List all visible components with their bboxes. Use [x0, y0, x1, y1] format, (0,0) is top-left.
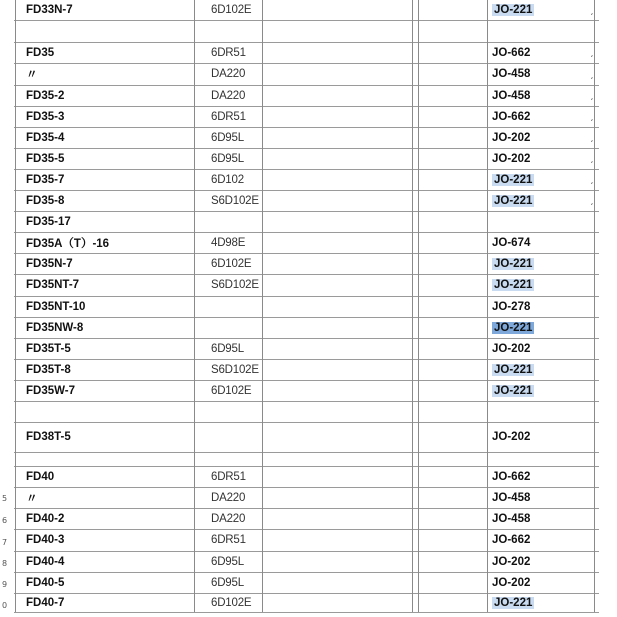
part-code-text: JO-458 — [492, 89, 531, 102]
empty-cell[interactable] — [262, 529, 412, 551]
part-code-text: JO-221 — [494, 4, 533, 16]
part-code-cell[interactable] — [488, 296, 588, 317]
empty-cell[interactable] — [262, 63, 412, 85]
part-code-text: JO-458 — [492, 491, 531, 504]
table-row — [14, 572, 599, 593]
engine-cell[interactable] — [194, 401, 262, 422]
tick-mark: ˏ — [590, 132, 594, 143]
engine-cell[interactable]: 6DR51 — [211, 534, 246, 546]
empty-cell[interactable] — [412, 190, 481, 211]
tick-mark — [590, 296, 602, 317]
empty-cell[interactable] — [412, 508, 481, 529]
model-cell[interactable]: FD40-5 — [26, 576, 65, 589]
empty-cell[interactable] — [412, 232, 481, 253]
side-row-number: 6 — [2, 516, 8, 525]
model-cell[interactable]: FD35-4 — [26, 131, 65, 144]
table-row — [14, 487, 599, 508]
engine-cell[interactable]: 6D95L — [211, 131, 244, 144]
empty-cell[interactable] — [412, 317, 481, 338]
part-code-cell[interactable] — [488, 63, 588, 85]
engine-cell[interactable]: DA220 — [211, 512, 246, 525]
table-row — [14, 508, 599, 529]
table-row — [14, 296, 599, 317]
empty-cell[interactable] — [262, 422, 412, 452]
empty-cell[interactable] — [412, 487, 481, 508]
empty-cell[interactable] — [412, 452, 481, 466]
part-code-cell[interactable] — [488, 338, 588, 359]
table-row — [14, 452, 599, 466]
part-code-text: JO-202 — [492, 576, 531, 589]
engine-cell[interactable] — [194, 317, 262, 338]
table-row — [14, 380, 599, 401]
side-row-number: 5 — [2, 494, 8, 503]
tick-mark — [590, 593, 602, 613]
table-row — [14, 317, 599, 338]
engine-cell[interactable] — [194, 211, 262, 232]
table-row — [14, 106, 599, 127]
part-code-text: JO-202 — [492, 152, 531, 165]
column-divider — [594, 0, 595, 612]
empty-cell[interactable] — [262, 274, 412, 296]
part-code-cell[interactable] — [488, 127, 588, 148]
table-row — [14, 190, 599, 211]
empty-cell[interactable] — [262, 359, 412, 380]
tick-mark — [590, 211, 602, 232]
row-divider — [14, 529, 599, 530]
column-divider — [487, 0, 488, 612]
row-divider — [14, 85, 599, 86]
table-row — [14, 42, 599, 63]
tick-mark — [590, 572, 602, 593]
tick-mark — [590, 452, 602, 466]
row-divider — [14, 211, 599, 212]
empty-cell[interactable] — [412, 85, 481, 106]
part-code-cell[interactable] — [488, 148, 588, 169]
part-code-text: JO-458 — [492, 68, 531, 80]
part-code-cell[interactable] — [488, 401, 588, 422]
row-divider — [14, 551, 599, 552]
engine-cell[interactable]: 6D95L — [211, 152, 244, 165]
row-divider — [14, 452, 599, 453]
table-row — [14, 127, 599, 148]
empty-cell[interactable] — [262, 593, 412, 613]
empty-cell[interactable] — [412, 127, 481, 148]
part-code-cell[interactable] — [488, 422, 588, 452]
table-row — [14, 422, 599, 452]
empty-cell[interactable] — [262, 20, 412, 42]
engine-cell[interactable]: 6D102E — [211, 257, 252, 270]
part-code-cell[interactable] — [488, 452, 588, 466]
engine-cell[interactable]: S6D102E — [211, 363, 259, 376]
engine-cell[interactable]: 4D98E — [211, 236, 246, 249]
tick-mark — [590, 401, 602, 422]
part-code-cell[interactable] — [488, 106, 588, 127]
table-row — [14, 0, 599, 20]
column-divider — [15, 0, 16, 612]
empty-cell[interactable] — [262, 551, 412, 572]
tick-mark: ˏ — [590, 90, 594, 101]
tick-mark — [590, 338, 602, 359]
engine-cell[interactable] — [194, 296, 262, 317]
row-divider — [14, 42, 599, 43]
part-code-cell[interactable] — [488, 0, 588, 20]
part-code-text: JO-662 — [492, 46, 531, 59]
engine-cell[interactable]: 6D95L — [211, 576, 244, 589]
empty-cell[interactable] — [262, 466, 412, 487]
side-row-number: 8 — [2, 559, 8, 568]
model-cell[interactable]: FD35 — [26, 46, 55, 59]
row-divider — [14, 296, 599, 297]
model-cell[interactable]: FD33N-7 — [26, 4, 73, 16]
row-divider — [14, 106, 599, 107]
empty-cell[interactable] — [412, 253, 481, 274]
part-code-cell[interactable] — [488, 487, 588, 508]
table-row — [14, 20, 599, 42]
model-cell[interactable]: FD35W-7 — [26, 384, 75, 397]
engine-cell[interactable]: DA220 — [211, 89, 246, 102]
part-code-text: JO-221 — [494, 384, 533, 397]
model-cell[interactable] — [16, 452, 194, 466]
part-code-cell[interactable] — [488, 169, 588, 190]
empty-cell[interactable] — [262, 317, 412, 338]
engine-cell[interactable]: 6D102E — [211, 384, 252, 397]
part-code-text: JO-458 — [492, 512, 531, 525]
part-code-text: JO-221 — [494, 173, 533, 186]
engine-cell[interactable]: 6D102 — [211, 173, 244, 186]
row-divider — [14, 593, 599, 594]
tick-mark — [590, 359, 602, 380]
part-code-cell[interactable] — [488, 253, 588, 274]
empty-cell[interactable] — [262, 169, 412, 190]
empty-cell[interactable] — [412, 529, 481, 551]
engine-cell[interactable]: 6D95L — [211, 555, 244, 568]
empty-cell[interactable] — [262, 508, 412, 529]
row-divider — [14, 338, 599, 339]
model-cell[interactable]: FD35-7 — [26, 173, 65, 186]
part-code-text: JO-662 — [492, 110, 531, 123]
part-code-text: JO-221 — [494, 321, 533, 334]
tick-mark — [590, 466, 602, 487]
table-row — [14, 253, 599, 274]
empty-cell[interactable] — [412, 338, 481, 359]
model-cell[interactable]: FD35NT-7 — [26, 279, 80, 291]
table-row — [14, 529, 599, 551]
tick-mark: ˏ — [590, 111, 594, 122]
empty-cell[interactable] — [412, 401, 481, 422]
row-divider — [14, 612, 599, 613]
model-cell[interactable]: FD35-5 — [26, 152, 65, 165]
part-code-cell[interactable] — [488, 359, 588, 380]
tick-mark — [590, 551, 602, 572]
table-row — [14, 211, 599, 232]
engine-cell[interactable]: 6D95L — [211, 342, 244, 355]
empty-cell[interactable] — [262, 452, 412, 466]
table-row — [14, 551, 599, 572]
engine-cell[interactable]: DA220 — [211, 68, 246, 80]
row-divider — [14, 169, 599, 170]
row-divider — [14, 487, 599, 488]
engine-cell[interactable] — [194, 452, 262, 466]
empty-cell[interactable] — [412, 593, 481, 613]
part-code-text: JO-202 — [492, 342, 531, 355]
engine-cell[interactable] — [194, 422, 262, 452]
part-code-cell[interactable] — [488, 551, 588, 572]
table-row — [14, 169, 599, 190]
empty-cell[interactable] — [262, 380, 412, 401]
row-divider — [14, 317, 599, 318]
tick-mark: ˏ — [590, 195, 594, 206]
empty-cell[interactable] — [412, 296, 481, 317]
model-cell[interactable]: FD35-3 — [26, 110, 65, 123]
table-row — [14, 338, 599, 359]
model-cell[interactable]: FD40-7 — [26, 597, 65, 609]
row-divider — [14, 190, 599, 191]
engine-cell[interactable]: 6DR51 — [211, 110, 246, 123]
table-row — [14, 466, 599, 487]
tick-mark — [590, 317, 602, 338]
empty-cell[interactable] — [412, 0, 481, 20]
tick-mark — [590, 422, 602, 452]
empty-cell[interactable] — [262, 42, 412, 63]
model-cell[interactable]: FD40-3 — [26, 534, 65, 546]
empty-cell[interactable] — [262, 232, 412, 253]
model-cell[interactable]: FD40-4 — [26, 555, 65, 568]
empty-cell[interactable] — [412, 63, 481, 85]
tick-mark: ˏ — [590, 174, 594, 185]
part-code-cell[interactable] — [488, 211, 588, 232]
empty-cell[interactable] — [262, 190, 412, 211]
table-row — [14, 401, 599, 422]
model-cell[interactable]: FD35NT-10 — [26, 300, 86, 313]
part-code-text: JO-674 — [492, 236, 531, 249]
engine-cell[interactable] — [194, 20, 262, 42]
row-divider — [14, 127, 599, 128]
empty-cell[interactable] — [262, 127, 412, 148]
empty-cell[interactable] — [412, 20, 481, 42]
model-cell[interactable]: FD35-2 — [26, 89, 65, 102]
tick-mark: ˏ — [590, 4, 594, 16]
empty-cell[interactable] — [262, 487, 412, 508]
empty-cell[interactable] — [412, 106, 481, 127]
empty-cell[interactable] — [262, 253, 412, 274]
side-row-number: 0 — [2, 601, 8, 610]
engine-cell[interactable]: 6DR51 — [211, 46, 246, 59]
tick-mark — [590, 380, 602, 401]
part-code-cell[interactable] — [488, 232, 588, 253]
engine-cell[interactable]: S6D102E — [211, 279, 259, 291]
table-row — [14, 85, 599, 106]
side-row-number: 7 — [2, 538, 8, 547]
row-divider — [14, 232, 599, 233]
table-row — [14, 593, 599, 613]
model-cell[interactable]: FD35N-7 — [26, 257, 73, 270]
part-code-text: JO-202 — [492, 555, 531, 568]
part-code-text: JO-221 — [494, 279, 533, 291]
tick-mark: ˏ — [590, 47, 594, 58]
tick-mark — [590, 20, 602, 42]
empty-cell[interactable] — [262, 106, 412, 127]
empty-cell[interactable] — [412, 359, 481, 380]
part-code-cell[interactable] — [488, 529, 588, 551]
part-code-cell[interactable] — [488, 85, 588, 106]
row-divider — [14, 401, 599, 402]
table-row — [14, 359, 599, 380]
table-row — [14, 274, 599, 296]
empty-cell[interactable] — [412, 572, 481, 593]
engine-cell[interactable]: DA220 — [211, 491, 246, 504]
row-divider — [14, 572, 599, 573]
part-code-cell[interactable] — [488, 380, 588, 401]
table-row — [14, 63, 599, 85]
side-row-number: 9 — [2, 580, 8, 589]
part-code-cell[interactable] — [488, 508, 588, 529]
row-divider — [14, 63, 599, 64]
row-divider — [14, 508, 599, 509]
column-divider — [418, 0, 419, 612]
part-code-cell[interactable] — [488, 466, 588, 487]
empty-cell[interactable] — [262, 211, 412, 232]
model-cell[interactable]: FD38T-5 — [26, 431, 71, 443]
tick-mark — [590, 529, 602, 551]
model-cell[interactable]: FD35T-8 — [26, 363, 71, 376]
empty-cell[interactable] — [412, 422, 481, 452]
row-divider — [14, 274, 599, 275]
part-code-text: JO-221 — [494, 194, 533, 207]
empty-cell[interactable] — [262, 85, 412, 106]
model-cell[interactable]: FD35NW-8 — [26, 321, 84, 334]
part-code-cell[interactable] — [488, 42, 588, 63]
part-code-text: JO-221 — [494, 257, 533, 270]
empty-cell[interactable] — [262, 401, 412, 422]
tick-mark — [590, 232, 602, 253]
tick-mark: ˏ — [590, 68, 594, 80]
row-divider — [14, 148, 599, 149]
empty-cell[interactable] — [262, 0, 412, 20]
empty-cell[interactable] — [412, 380, 481, 401]
engine-cell[interactable]: 6DR51 — [211, 470, 246, 483]
model-cell[interactable] — [16, 20, 194, 42]
column-divider — [262, 0, 263, 612]
model-cell[interactable]: FD35A（T）-16 — [26, 237, 110, 250]
empty-cell[interactable] — [262, 338, 412, 359]
tick-mark: ˏ — [590, 153, 594, 164]
part-code-text: JO-221 — [494, 597, 533, 609]
empty-cell[interactable] — [412, 551, 481, 572]
tick-mark — [590, 274, 602, 296]
model-cell[interactable]: FD35T-5 — [26, 342, 71, 355]
engine-cell[interactable]: 6D102E — [211, 4, 252, 16]
empty-cell[interactable] — [412, 148, 481, 169]
tick-mark — [590, 253, 602, 274]
part-code-text: JO-278 — [492, 300, 531, 313]
tick-mark — [590, 487, 602, 508]
table-row — [14, 148, 599, 169]
part-code-text: JO-202 — [492, 131, 531, 144]
empty-cell[interactable] — [262, 296, 412, 317]
model-cell[interactable]: FD35-8 — [26, 194, 65, 207]
empty-cell[interactable] — [412, 169, 481, 190]
row-divider — [14, 380, 599, 381]
part-code-cell[interactable] — [488, 572, 588, 593]
empty-cell[interactable] — [412, 42, 481, 63]
empty-cell[interactable] — [412, 274, 481, 296]
row-divider — [14, 253, 599, 254]
part-code-cell[interactable] — [488, 593, 588, 613]
empty-cell[interactable] — [262, 572, 412, 593]
engine-cell[interactable]: S6D102E — [211, 194, 259, 207]
row-divider — [14, 422, 599, 423]
part-code-cell[interactable] — [488, 20, 588, 42]
table-row — [14, 232, 599, 253]
empty-cell[interactable] — [412, 211, 481, 232]
empty-cell[interactable] — [412, 466, 481, 487]
column-divider — [412, 0, 413, 612]
part-code-text: JO-662 — [492, 470, 531, 483]
part-code-cell[interactable] — [488, 317, 588, 338]
row-divider — [14, 359, 599, 360]
model-cell[interactable]: FD40-2 — [26, 512, 65, 525]
model-cell[interactable] — [16, 401, 194, 422]
part-code-cell[interactable] — [488, 190, 588, 211]
part-code-text: JO-662 — [492, 534, 531, 546]
model-cell[interactable]: FD40 — [26, 470, 55, 483]
model-cell[interactable]: 〃 — [26, 492, 38, 505]
tick-mark — [590, 508, 602, 529]
part-code-text: JO-202 — [492, 431, 531, 443]
part-code-text: JO-221 — [494, 363, 533, 376]
row-divider — [14, 466, 599, 467]
model-cell[interactable]: 〃 — [26, 69, 38, 81]
engine-cell[interactable]: 6D102E — [211, 597, 252, 609]
part-code-cell[interactable] — [488, 274, 588, 296]
row-divider — [14, 20, 599, 21]
model-cell[interactable]: FD35-17 — [26, 215, 71, 228]
column-divider — [194, 0, 195, 612]
empty-cell[interactable] — [262, 148, 412, 169]
